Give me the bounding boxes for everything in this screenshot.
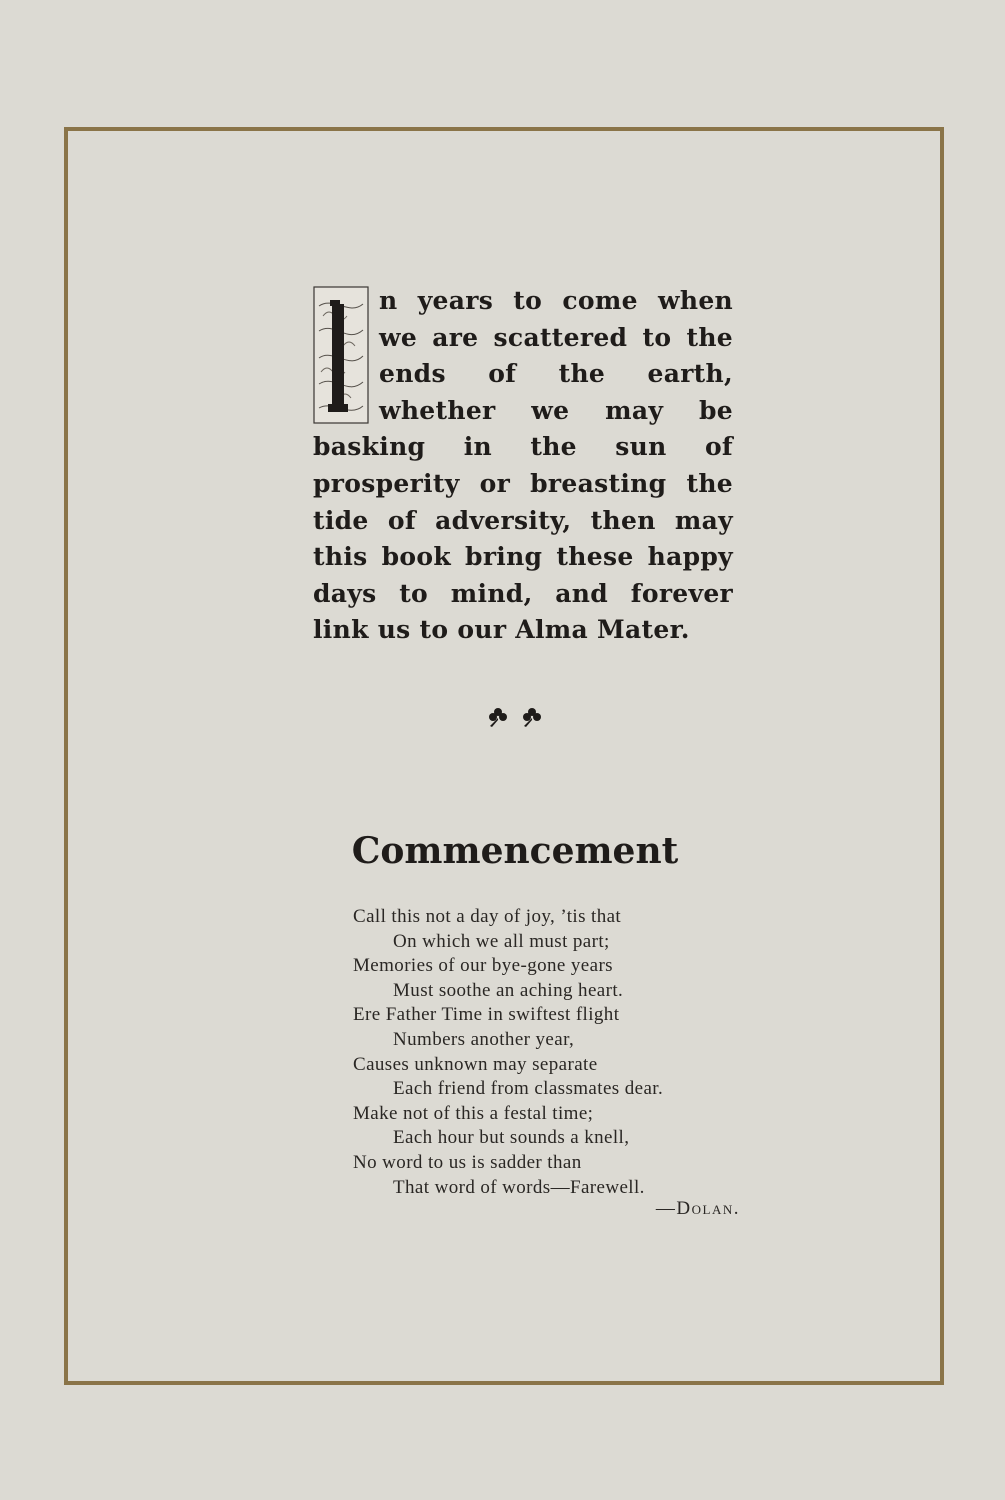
poem-author: —Dolan. [655, 1198, 740, 1219]
poem-line: That word of words—Farewell. [393, 1176, 645, 1198]
poem-line: Call this not a day of joy, ’tis that [353, 906, 622, 927]
dedication-paragraph [313, 283, 733, 649]
poem-line: Each friend from classmates dear. [393, 1078, 664, 1100]
poem-line: Each hour but sounds a knell, [393, 1127, 630, 1149]
poem-line: No word to us is sadder than [353, 1151, 582, 1173]
poem-line: On which we all must part; [393, 930, 610, 952]
poem-body [353, 905, 663, 1200]
poem-title: Commencement [351, 830, 679, 872]
poem-line: Ere Father Time in swiftest flight [353, 1004, 620, 1026]
poem-line: Make not of this a festal time; [353, 1102, 594, 1124]
ornate-drop-cap [313, 286, 369, 426]
dedication-text: n years to come when we are scattered to the ends of the earth, whether we may be basking in the sun of prosperity or breasting the tide of adversity, then may this book bring these happy days to mind, and forever link us to our Alma Mater. [313, 286, 733, 645]
poem-line: Must soothe an aching heart. [393, 979, 624, 1001]
poem-line: Numbers another year, [393, 1028, 575, 1050]
clover-ornament-icon [480, 702, 550, 730]
poem-line: Memories of our bye-gone years [353, 955, 613, 977]
poem-line: Causes unknown may separate [353, 1053, 598, 1075]
